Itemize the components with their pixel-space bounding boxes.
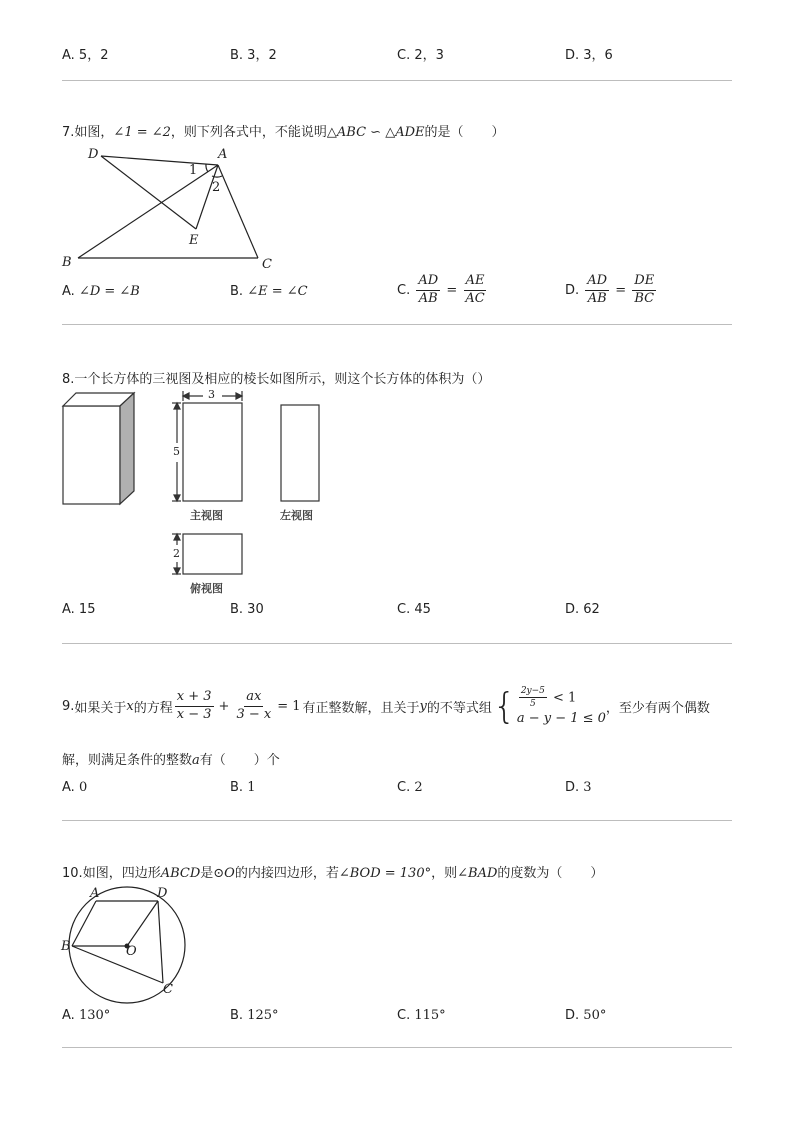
q9-option-a-value: 0: [78, 780, 88, 795]
q9-text-4: 的不等式组: [426, 701, 492, 717]
q9-frac1-num: x + 3: [175, 690, 214, 707]
q7-option-c-equals: =: [446, 282, 458, 298]
q10-option-c-label: C.: [397, 1008, 411, 1023]
q9-line2-text-b: 有（: [199, 753, 226, 768]
q7-option-d-label: D.: [565, 282, 580, 298]
q9-var-x: x: [126, 699, 134, 715]
q10-option-c-value: 115°: [414, 1008, 446, 1023]
q9-number: 9.: [62, 699, 75, 715]
q9-frac2-num: ax: [244, 690, 263, 707]
q10-text-2: 是: [200, 866, 214, 881]
q7-option-c-label: C.: [397, 282, 411, 298]
q10-option-a-label: A.: [62, 1008, 75, 1023]
q8-question: 8.一个长方体的三视图及相应的棱长如图所示，则这个长方体的体积为（）: [62, 372, 491, 387]
q8-dim-depth: 2: [173, 547, 180, 560]
q7-option-d-frac1-den: AB: [587, 290, 607, 306]
q7-text-a: 如图，: [74, 125, 114, 140]
q7-label-b: B: [62, 255, 72, 270]
q7-label-e: E: [189, 233, 199, 248]
q10-text-6: ）: [590, 866, 604, 881]
q7-text-b: ，则下列各式中，不能说明: [170, 125, 327, 140]
q10-option-b: [230, 1008, 279, 1023]
q10-label-c: C: [163, 982, 173, 997]
q7-label-d: D: [88, 147, 99, 162]
q10-option-d-value: 50°: [583, 1008, 607, 1023]
q8-option-a: A. 15: [62, 602, 96, 617]
q9-option-d-label: D.: [565, 780, 580, 795]
q6-option-a: A. 5，2: [62, 48, 109, 63]
q8-option-c: C. 45: [397, 602, 431, 617]
q9-brace: {: [492, 685, 516, 727]
q10-option-d: [565, 1008, 606, 1023]
q7-option-a-label: A.: [62, 284, 75, 299]
q7-option-c-frac1-num: AD: [416, 274, 440, 291]
divider: [62, 1047, 732, 1048]
q10-asked-angle: ∠BAD: [457, 866, 498, 881]
q8-caption-front-view: 主视图: [190, 509, 223, 522]
q9-option-a-label: A.: [62, 780, 75, 795]
q8-option-b: B. 30: [230, 602, 264, 617]
q10-option-b-label: B.: [230, 1008, 244, 1023]
q10-option-a-value: 130°: [78, 1008, 111, 1023]
q10-label-a: A: [90, 886, 100, 901]
q8-caption-left-view: 左视图: [280, 509, 313, 522]
q6-option-d: D. 3，6: [565, 48, 613, 63]
q7-option-a-math: ∠D = ∠B: [78, 284, 140, 299]
q10-text-4: ，则: [431, 866, 458, 881]
q7-option-d-equals: =: [615, 282, 627, 298]
q9-option-d-value: 3: [583, 780, 592, 795]
q7-option-d-frac2-num: DE: [632, 274, 656, 291]
q9-ineq-2: a − y − 1 ≤ 0: [516, 710, 606, 726]
q9-var-y: y: [419, 699, 427, 715]
q9-option-c-label: C.: [397, 780, 411, 795]
q7-option-c-frac2-num: AE: [464, 274, 487, 291]
q7-label-angle-2: 2: [212, 180, 221, 195]
q10-text-1: 如图，四边形: [82, 866, 161, 881]
q7-option-d-frac2-den: BC: [634, 290, 655, 306]
q10-option-c: [397, 1008, 446, 1023]
q10-text-3: 的内接四边形，若: [234, 866, 339, 881]
q6-option-c: C. 2，3: [397, 48, 444, 63]
q9-ineq1-rest: < 1: [553, 690, 577, 706]
q8-option-d: D. 62: [565, 602, 600, 617]
q7-similar-triangles: △ABC ∽ △ADE: [326, 125, 425, 140]
q7-option-d-frac1-num: AD: [585, 274, 609, 291]
q7-angle-condition: ∠1 = ∠2: [113, 125, 171, 140]
q9-var-a: a: [192, 753, 200, 768]
q10-option-a: [62, 1008, 110, 1023]
q7-option-c-frac2-den: AC: [465, 290, 485, 306]
q9-text-2: 的方程: [133, 701, 173, 717]
q9-ineq1-den: 5: [529, 699, 536, 710]
q7-option-c-frac1-den: AB: [418, 290, 438, 306]
q7-label-c: C: [262, 257, 272, 272]
q9-equals-one: = 1: [277, 699, 301, 715]
q9-text-5: ，至少有两个偶数: [605, 701, 710, 717]
q8-dim-width: 3: [208, 388, 215, 401]
q9-frac2-den: 3 − x: [236, 707, 272, 723]
q10-circle: ⊙O: [213, 866, 235, 881]
q9-plus: +: [218, 699, 230, 715]
q10-option-d-label: D.: [565, 1008, 580, 1023]
q9-frac1-den: x − 3: [176, 707, 212, 723]
q10-option-b-value: 125°: [247, 1008, 279, 1023]
q10-label-b: B: [61, 939, 71, 954]
q7-number: 7.: [62, 125, 75, 140]
q7-text-d: ）: [491, 125, 505, 140]
q10-text-5: 的度数为（: [497, 866, 563, 881]
q7-option-b-math: ∠E = ∠C: [247, 284, 308, 299]
q7-label-angle-1: 1: [189, 163, 198, 178]
q7-text-c: 的是（: [424, 125, 464, 140]
q9-text-1: 如果关于: [74, 701, 127, 717]
q8-caption-top-view: 俯视图: [190, 582, 223, 595]
q9-option-b-value: 1: [247, 780, 256, 795]
q7-option-b-label: B.: [230, 284, 244, 299]
q10-label-o: O: [126, 944, 137, 959]
q9-line2-text-a: 解，则满足条件的整数: [62, 753, 193, 768]
q9-ineq1-num: 2y−5: [519, 686, 547, 698]
q7-label-a: A: [218, 147, 228, 162]
q10-condition: ∠BOD = 130°: [338, 866, 432, 881]
q9-option-c-value: 2: [414, 780, 423, 795]
q8-dim-height: 5: [173, 445, 180, 458]
q9-text-3: 有正整数解，且关于: [302, 701, 420, 717]
q6-option-b: B. 3，2: [230, 48, 277, 63]
q10-quadrilateral: ABCD: [160, 866, 201, 881]
q10-number: 10.: [62, 866, 83, 881]
q9-line2-text-c: ）个: [253, 753, 280, 768]
q9-option-b-label: B.: [230, 780, 244, 795]
q10-label-d: D: [157, 886, 168, 901]
